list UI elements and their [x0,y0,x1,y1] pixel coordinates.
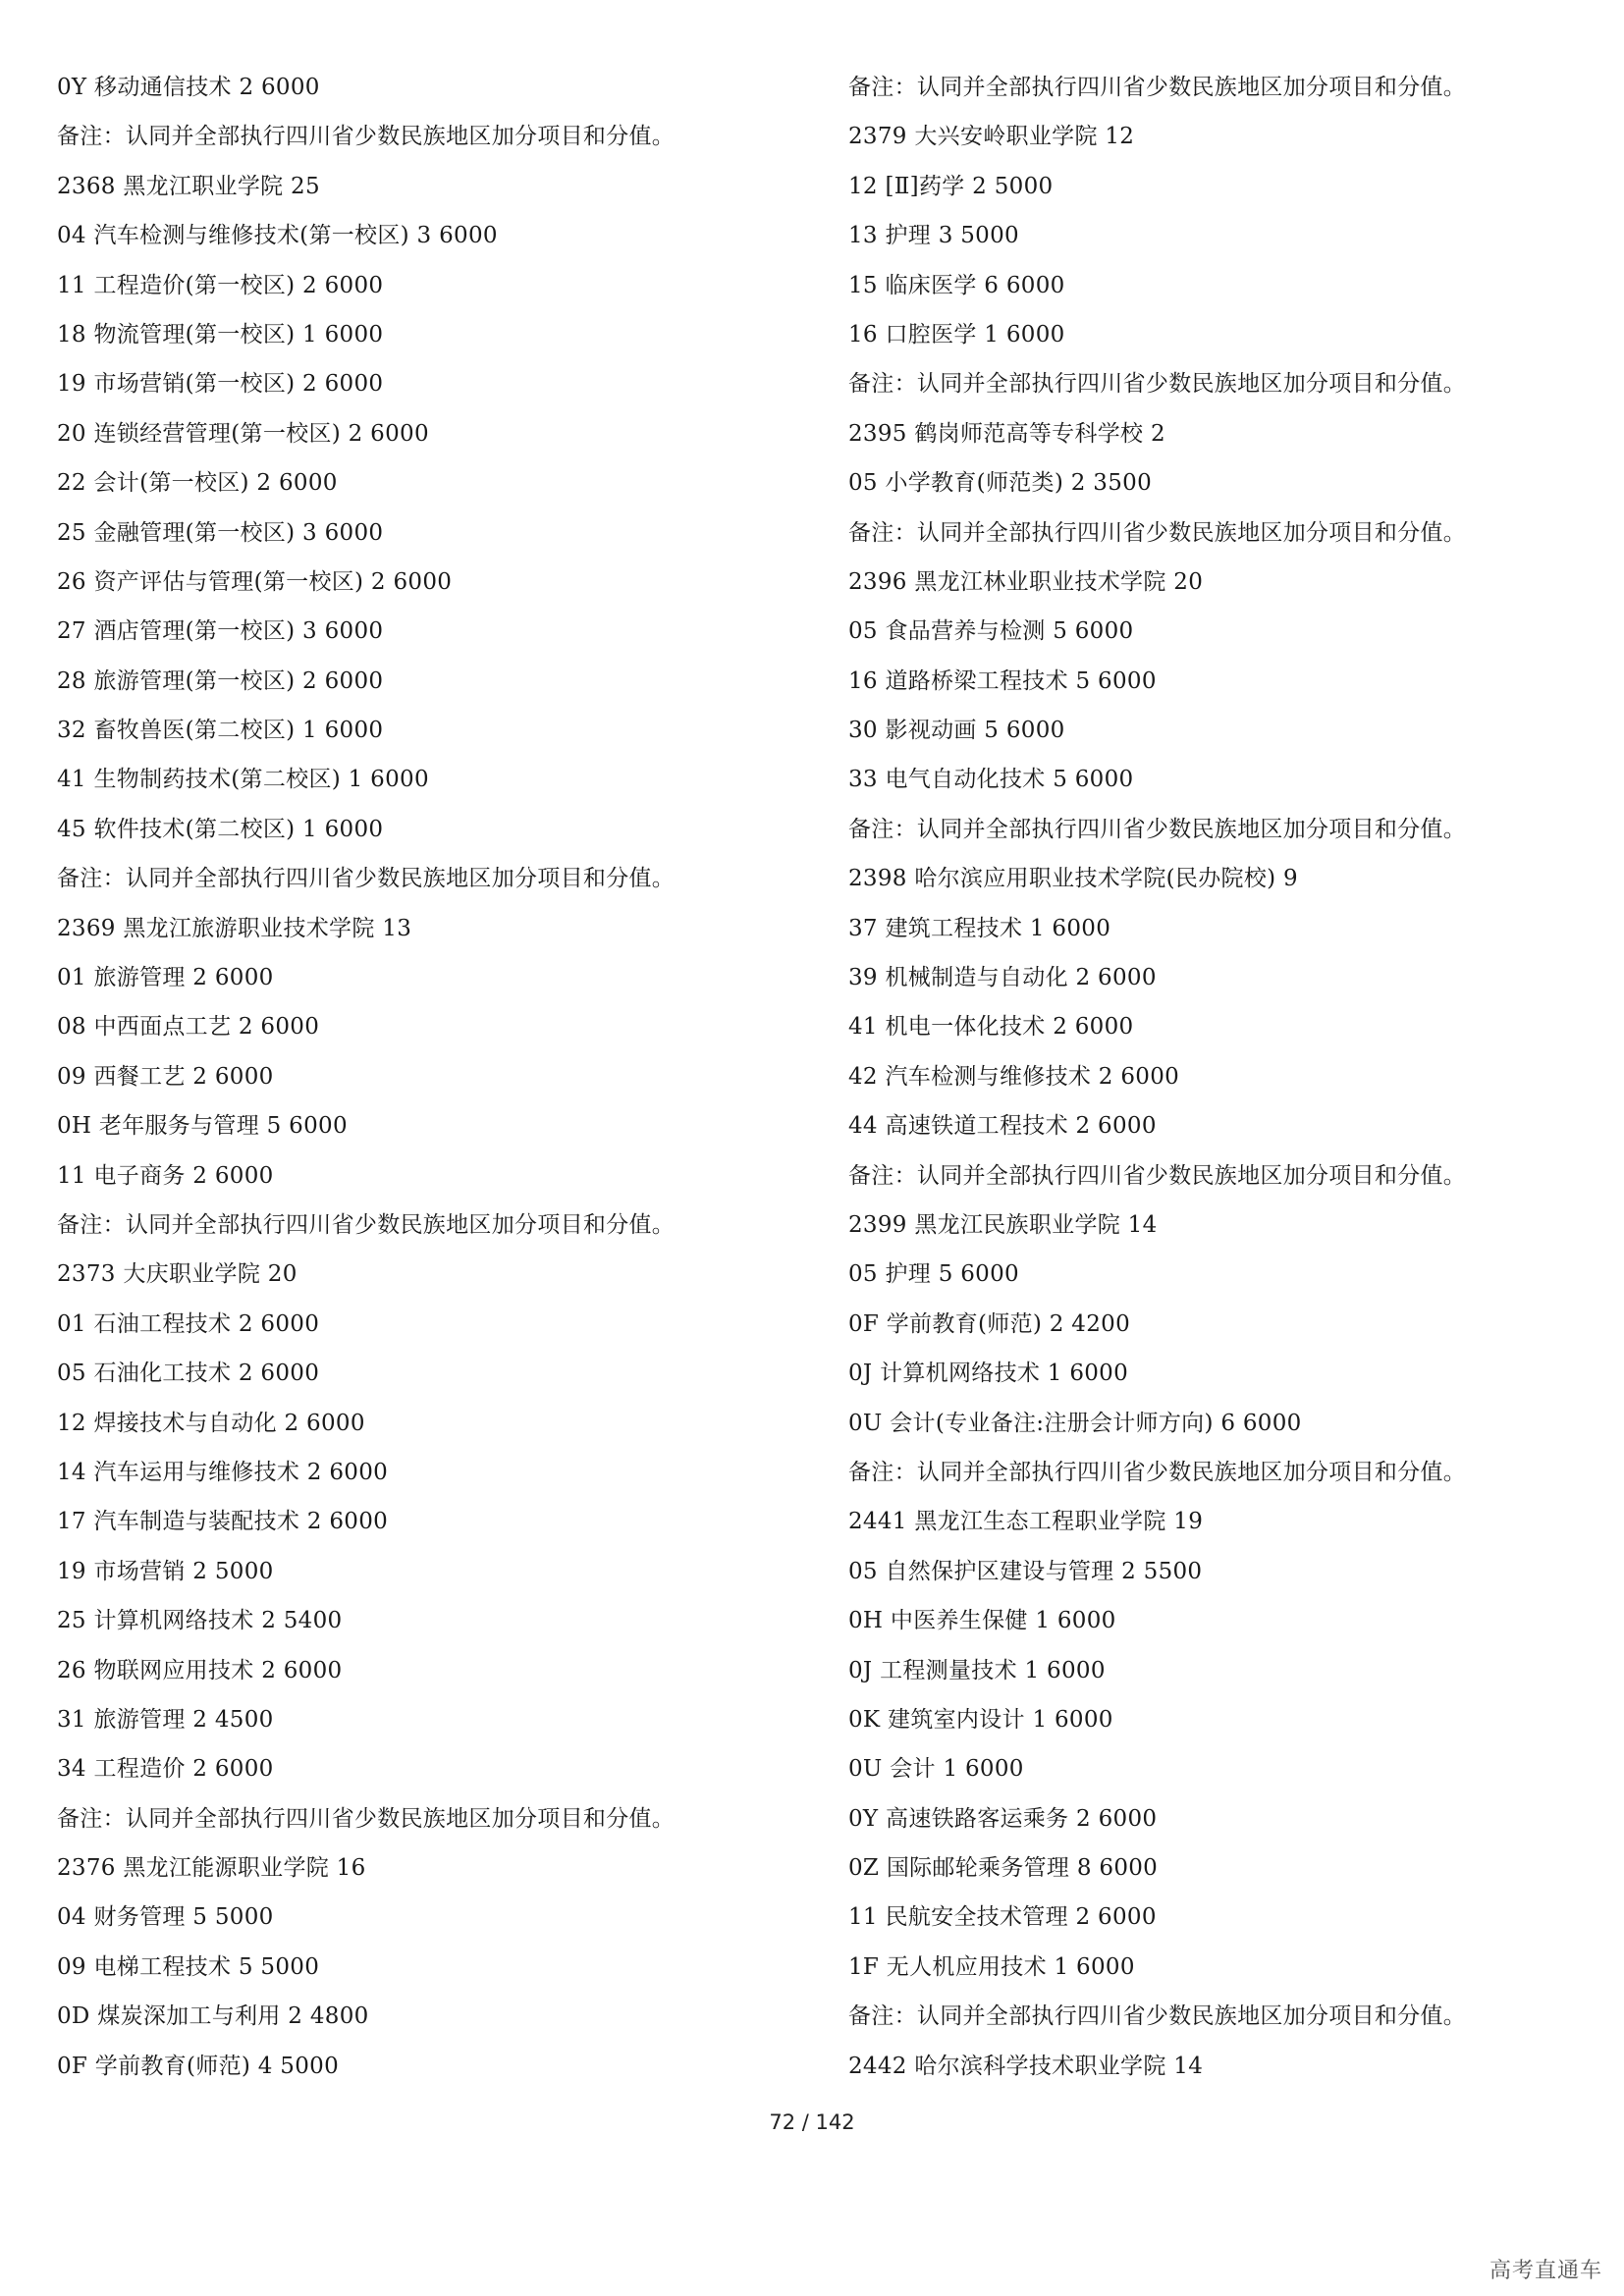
list-item: 26 资产评估与管理(第一校区) 2 6000 [57,568,453,595]
list-item: 12 [Ⅱ]药学 2 5000 [848,173,1054,199]
list-item: 备注：认同并全部执行四川省少数民族地区加分项目和分值。 [57,866,676,892]
list-item: 05 护理 5 6000 [848,1261,1019,1288]
list-item: 39 机械制造与自动化 2 6000 [848,965,1157,991]
list-item: 45 软件技术(第二校区) 1 6000 [57,816,384,842]
list-item: 19 市场营销 2 5000 [57,1558,274,1584]
list-item: 备注：认同并全部执行四川省少数民族地区加分项目和分值。 [848,1162,1467,1189]
list-item: 44 高速铁道工程技术 2 6000 [848,1113,1157,1140]
list-item: 37 建筑工程技术 1 6000 [848,915,1111,941]
list-item: 25 金融管理(第一校区) 3 6000 [57,519,384,546]
list-item: 30 影视动画 5 6000 [848,718,1065,744]
list-item: 16 口腔医学 1 6000 [848,321,1065,347]
list-item: 25 计算机网络技术 2 5400 [57,1608,343,1634]
list-item: 备注：认同并全部执行四川省少数民族地区加分项目和分值。 [848,816,1467,842]
list-item: 2395 鹤岗师范高等专科学校 2 [848,420,1165,447]
watermark-logo-text: 高考直通车 [1489,2259,1602,2283]
list-item: 0U 会计(专业备注:注册会计师方向) 6 6000 [848,1410,1302,1436]
list-item: 17 汽车制造与装配技术 2 6000 [57,1509,389,1535]
list-item: 2398 哈尔滨应用职业技术学院(民办院校) 9 [848,866,1298,892]
list-item: 11 电子商务 2 6000 [57,1162,274,1189]
list-item: 备注：认同并全部执行四川省少数民族地区加分项目和分值。 [57,1805,676,1832]
list-item: 15 临床医学 6 6000 [848,272,1065,298]
list-item: 12 焊接技术与自动化 2 6000 [57,1410,365,1436]
list-item: 0D 煤炭深加工与利用 2 4800 [57,2003,369,2030]
list-item: 09 西餐工艺 2 6000 [57,1063,274,1090]
list-item: 0J 工程测量技术 1 6000 [848,1657,1106,1683]
list-item: 2373 大庆职业学院 20 [57,1261,298,1288]
list-item: 备注：认同并全部执行四川省少数民族地区加分项目和分值。 [848,1459,1467,1485]
list-item: 32 畜牧兽医(第二校区) 1 6000 [57,718,384,744]
list-item: 备注：认同并全部执行四川省少数民族地区加分项目和分值。 [848,2003,1467,2030]
list-item: 2396 黑龙江林业职业技术学院 20 [848,568,1204,595]
list-item: 备注：认同并全部执行四川省少数民族地区加分项目和分值。 [848,519,1467,546]
list-item: 04 财务管理 5 5000 [57,1904,274,1931]
list-item: 2376 黑龙江能源职业学院 16 [57,1855,366,1882]
list-item: 0F 学前教育(师范) 4 5000 [57,2053,340,2079]
list-item: 2369 黑龙江旅游职业技术学院 13 [57,915,412,941]
list-item: 0Y 高速铁路客运乘务 2 6000 [848,1805,1158,1832]
list-item: 2441 黑龙江生态工程职业学院 19 [848,1509,1204,1535]
left-column [57,63,803,2091]
list-item: 0Z 国际邮轮乘务管理 8 6000 [848,1855,1159,1882]
list-item: 34 工程造价 2 6000 [57,1756,274,1783]
list-item: 0F 学前教育(师范) 2 4200 [848,1310,1131,1337]
list-item: 31 旅游管理 2 4500 [57,1706,274,1733]
list-item: 01 旅游管理 2 6000 [57,965,274,991]
list-item: 0H 中医养生保健 1 6000 [848,1608,1116,1634]
list-item: 备注：认同并全部执行四川省少数民族地区加分项目和分值。 [57,1211,676,1238]
list-item: 2399 黑龙江民族职业学院 14 [848,1211,1158,1238]
list-item: 27 酒店管理(第一校区) 3 6000 [57,618,384,645]
list-item: 28 旅游管理(第一校区) 2 6000 [57,667,384,694]
list-item: 05 小学教育(师范类) 2 3500 [848,470,1153,497]
list-item: 2368 黑龙江职业学院 25 [57,173,320,199]
list-item: 26 物联网应用技术 2 6000 [57,1657,343,1683]
list-item: 0K 建筑室内设计 1 6000 [848,1706,1113,1733]
list-item: 18 物流管理(第一校区) 1 6000 [57,321,384,347]
list-item: 42 汽车检测与维修技术 2 6000 [848,1063,1180,1090]
list-item: 41 生物制药技术(第二校区) 1 6000 [57,767,429,793]
list-item: 08 中西面点工艺 2 6000 [57,1014,320,1041]
list-item: 0H 老年服务与管理 5 6000 [57,1113,348,1140]
list-item: 1F 无人机应用技术 1 6000 [848,1953,1135,1980]
page-number: 72 / 142 [769,2110,855,2134]
list-item: 20 连锁经营管理(第一校区) 2 6000 [57,420,429,447]
list-item: 22 会计(第一校区) 2 6000 [57,470,338,497]
list-item: 41 机电一体化技术 2 6000 [848,1014,1134,1041]
list-item: 33 电气自动化技术 5 6000 [848,767,1134,793]
list-item: 2442 哈尔滨科学技术职业学院 14 [848,2053,1204,2079]
list-item: 14 汽车运用与维修技术 2 6000 [57,1459,389,1485]
list-item: 0U 会计 1 6000 [848,1756,1024,1783]
list-item: 备注：认同并全部执行四川省少数民族地区加分项目和分值。 [848,75,1467,100]
list-item: 16 道路桥梁工程技术 5 6000 [848,667,1157,694]
right-column [848,63,1595,2091]
list-item: 05 自然保护区建设与管理 2 5500 [848,1558,1203,1584]
list-item: 01 石油工程技术 2 6000 [57,1310,320,1337]
list-item: 0J 计算机网络技术 1 6000 [848,1361,1129,1387]
list-item: 19 市场营销(第一校区) 2 6000 [57,371,384,398]
list-item: 13 护理 3 5000 [848,223,1019,249]
list-item: 备注：认同并全部执行四川省少数民族地区加分项目和分值。 [57,124,676,150]
list-item: 09 电梯工程技术 5 5000 [57,1953,320,1980]
list-item: 05 石油化工技术 2 6000 [57,1361,320,1387]
list-item: 04 汽车检测与维修技术(第一校区) 3 6000 [57,223,498,249]
list-item: 11 工程造价(第一校区) 2 6000 [57,272,384,298]
list-item: 2379 大兴安岭职业学院 12 [848,124,1135,150]
list-item: 备注：认同并全部执行四川省少数民族地区加分项目和分值。 [848,371,1467,398]
list-item: 0Y 移动通信技术 2 6000 [57,75,320,100]
list-item: 11 民航安全技术管理 2 6000 [848,1904,1157,1931]
list-item: 05 食品营养与检测 5 6000 [848,618,1134,645]
